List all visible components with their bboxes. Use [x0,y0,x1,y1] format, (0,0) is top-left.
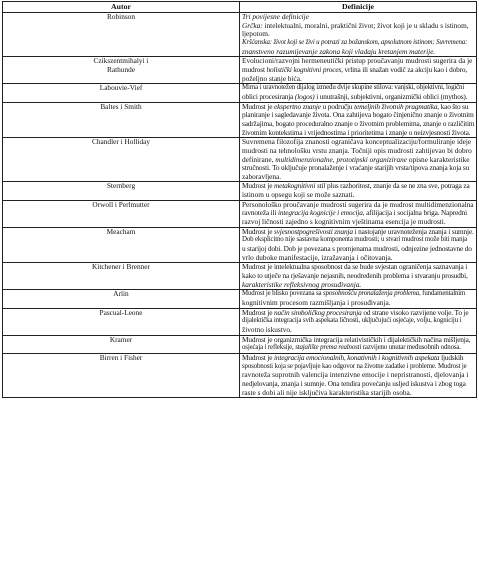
table-row [3,308,477,335]
definition-line [242,299,474,308]
definition-text: zaboravljena. [242,171,282,181]
definition-cell [240,290,477,308]
definition-text: raste s dobi ali nije isključiva karakteristika starijih osoba. [242,387,412,397]
definition-line [242,22,474,31]
author-cell [3,102,240,138]
definition-text: ravnoteža suprotnih valencija intenzivne emocije i nepristranosti, djelovanja i [242,370,469,380]
author-cell [3,308,240,335]
definition-text: od strane visoko razvijene volje. To je [361,308,469,317]
definition-cell [240,13,477,57]
table-row [3,138,477,182]
table-row [3,290,477,308]
table-row [3,200,477,227]
italic-text: holistički kognitivni proces, [266,64,343,74]
definition-line [242,30,474,39]
definition-text: Mudrost je [242,227,274,236]
italic-text: način simboličkog procesiranja [274,308,362,317]
author-name: Arlin [113,289,129,299]
italic-text: karakteristike refleksivnog prosuđivanja. [242,279,362,289]
definition-line [242,309,474,318]
definition-text: mudrost [242,64,267,74]
definition-text: dijalektička integracija svih aspekata ličnosti, uključujući osjećaje, volju, kogniciju i [242,317,462,325]
definition-line [242,48,474,57]
italic-text: multidimenzionalne, prototipski organizirane [275,154,408,164]
definition-line [242,218,474,227]
definition-cell [240,263,477,290]
definition-text: kognitivnim procesom razmišljanja i prosuđivanja. [242,298,391,307]
definition-cell [240,182,477,200]
definition-text: sadržajima, bogato proceduralno znanje o životnim problemima, znanje o različitim [242,118,475,128]
table-row [3,84,477,102]
definition-text: Mudrost je blisko povezana sa [242,290,324,298]
definition-column-header: Definicije [240,2,477,13]
definition-text: nedjelovanja, znanja i sumnje. Ona tendira povećanju usljed iskustva i zbog toga [242,378,466,388]
author-column-header: Autor [3,2,240,13]
italic-text: Kršćanska: [242,38,274,46]
definition-text: ljudskih [439,353,464,362]
author-cell [3,227,240,263]
document-page [2,1,477,569]
table-row [3,13,477,57]
definition-text: stručnosti. To uključuje pronalaženje i vraćanje starijih vrsta/tipova znanja koja su [242,163,470,173]
definition-text: afilijacija i socijalna briga. Napredni [364,208,467,218]
definition-text: vrlina ili snažan vodič za akciju kao i dobro, [342,64,468,74]
table-row [3,353,477,397]
definition-text: Mudrost je organizmička integracija relativističkih i dijalektičkih načina mišljenja, [242,335,471,344]
author-cell [3,182,240,200]
definition-line [242,326,474,335]
definition-text: u području [320,102,355,111]
author-name: Kitchener i Brenner [92,262,150,272]
definition-line [242,336,474,345]
table-row [3,263,477,290]
definition-text: Dob eksplicitno nije sastavna komponenta mudrosti; u stvari mudrost može biti manja [242,236,468,244]
author-cell [3,290,240,308]
definition-line [242,93,474,102]
definition-text: životno iskustvo. [242,324,292,334]
definition-text: planiranje i sagledavanje života. Ona zahtijeva bogato činjenično znanje o životnim [242,110,474,120]
definition-line [242,129,474,138]
definition-text: Suvremena filozofija znanosti ograničava konceptualizaciju/formuliranje ideje [242,137,472,147]
wisdom-definitions-table [2,1,477,398]
definition-text: definirane, [242,154,276,164]
definition-text: Mudrost je [242,308,274,317]
definition-text: istinom u opsegu koji se može saznati. [242,190,355,200]
definition-cell [240,102,477,138]
definition-line [242,344,474,353]
definition-text: oblici procesiranja [242,91,295,101]
definition-text: i nastojanje uravnoteženja znanja i sumnje. [352,227,474,236]
table-row [3,102,477,138]
author-cell [3,263,240,290]
definition-line [242,281,474,290]
definition-text: kao što su [439,102,469,111]
definition-text: Personološko proučavanje mudrosti sugerira da je mudrost multidimenzionalna [242,200,474,209]
definition-text: osjećaja i refleksije, [242,344,296,352]
definition-text: i unutrašnji, subjektivni, organizmički oblici (mythos). [314,91,468,101]
italic-text: svjesnostpogrešivosti znanja [274,227,353,236]
definition-text: kako to utječe na rješavanje nejasnih, neodređenih problema i stvaranju prosudbi, [242,271,468,281]
author-name: Orwoll i Perlmutter [92,200,150,209]
italic-text: ekspertno znanje [274,102,321,111]
italic-text: sposobnošću pronalaženja problema, [323,290,421,298]
definition-text: u starijoj dobi. Dob je povezana s promjenama mudrosti, odnjezine jednostavne do [242,244,472,254]
definition-cell [240,138,477,182]
definition-line [242,228,474,237]
author-name: Pascual-Leone [99,308,143,317]
definition-line [242,354,474,363]
author-name: Chandler i Holliday [92,137,150,147]
definition-cell [240,200,477,227]
italic-text: metakognitivni stil [274,181,326,191]
definition-text: intelektualni, moralni, praktični život; život koji je u skladu s istinom, [264,20,469,30]
definition-text: opisne karakteristike [407,154,470,164]
author-name: Robinson [107,12,135,21]
definition-text: razvoj ličnosti zajedno s kognitivnim vještinama esencija je mudrosti. [242,217,446,227]
table-row [3,227,477,263]
table-row [3,182,477,200]
definition-text: fundamentalnim [420,290,466,298]
definition-line [242,389,474,398]
definition-cell [240,308,477,335]
definition-cell [240,353,477,397]
definition-text: Mudrost je [242,102,274,111]
definition-text: sposobnosti koja se pojavljuje kao odgovor na životne zadatke i probleme. Mudrost je [242,362,467,370]
definition-text: Mudrost je [242,181,274,191]
italic-text: znanstveno razumijevanje zakona koji vladaju kretanjem materije. [242,46,436,56]
author-cell [3,335,240,353]
author-name: Rathunde [107,64,135,74]
definition-text: poželjno stanje bića. [242,73,302,83]
definition-text: ljepotom. [242,29,270,39]
author-name: Baltes i Smith [100,102,142,111]
author-name: Birren i Fisher [99,353,143,362]
definition-line [242,254,474,263]
italic-text: život koji se živi u potrazi za božanskom, apsolutnom istinom; [273,38,437,46]
definition-text: mudrosti na tehnološku vrstu znanja. Točniji opis mudrosti zahtijevao bi dobro [242,145,472,155]
table-body [3,13,477,398]
definition-text: plus razboritost, znanje da se ne zna sve, potraga za [325,181,470,191]
definition-cell [240,335,477,353]
italic-text: temeljnih životnih pragmatika, [354,102,439,111]
definition-line [242,173,474,182]
definition-line [242,191,474,200]
definition-text: Mudrost je [242,353,274,362]
author-cell [3,353,240,397]
definition-text: Mudrost je intelektualna sposobnost da se bude svjestan ograničenja saznavanja i [242,262,468,272]
table-row [3,57,477,84]
definition-text: Mirna i uravnotežen dijalog između dvije skupine stilova: vanjski, objektivni, logični [242,84,465,92]
italic-text: (logos) [294,91,315,101]
definition-cell [240,57,477,84]
definition-line [242,75,474,84]
author-name: Czikszentmihalyi i [93,56,149,66]
author-cell [3,200,240,227]
definition-text: Evolucioni/razvojni hermeneutički pristup proučavanju mudrosti sugerira da je [242,56,473,66]
italic-text: Tri povijesne definicije [242,12,309,21]
author-cell [3,13,240,57]
author-cell [3,57,240,84]
definition-text: životnim kontekstima i vrijednostima i prioritetima i znanje o neizvjesnosti života. [242,127,471,137]
author-cell [3,84,240,102]
italic-text: integracija emocionalnih, konativnih i kognitivnih aspekata [274,353,440,362]
definition-text: vrlo duboke manifestacije, izražavanja i očitovanja. [242,252,393,262]
author-name: Labouvie-Vief [99,83,143,93]
table-row [3,335,477,353]
author-name: Kramer [109,335,133,344]
italic-text: integracija kognicije i emocija, [278,208,365,218]
italic-text: stajalište prema realnosti [295,344,362,352]
definition-cell [240,227,477,263]
author-cell [3,138,240,182]
italic-text: Suvremena: [436,38,468,46]
italic-text: Grčka: [242,20,265,30]
definition-cell [240,84,477,102]
table-header-row [3,2,477,13]
definition-text: razvijeno unutar međusobnih odnosa. [361,344,461,352]
author-name: Meacham [106,227,136,236]
author-name: Sternberg [106,181,136,191]
definition-text: ravnoteža ili [242,208,278,218]
